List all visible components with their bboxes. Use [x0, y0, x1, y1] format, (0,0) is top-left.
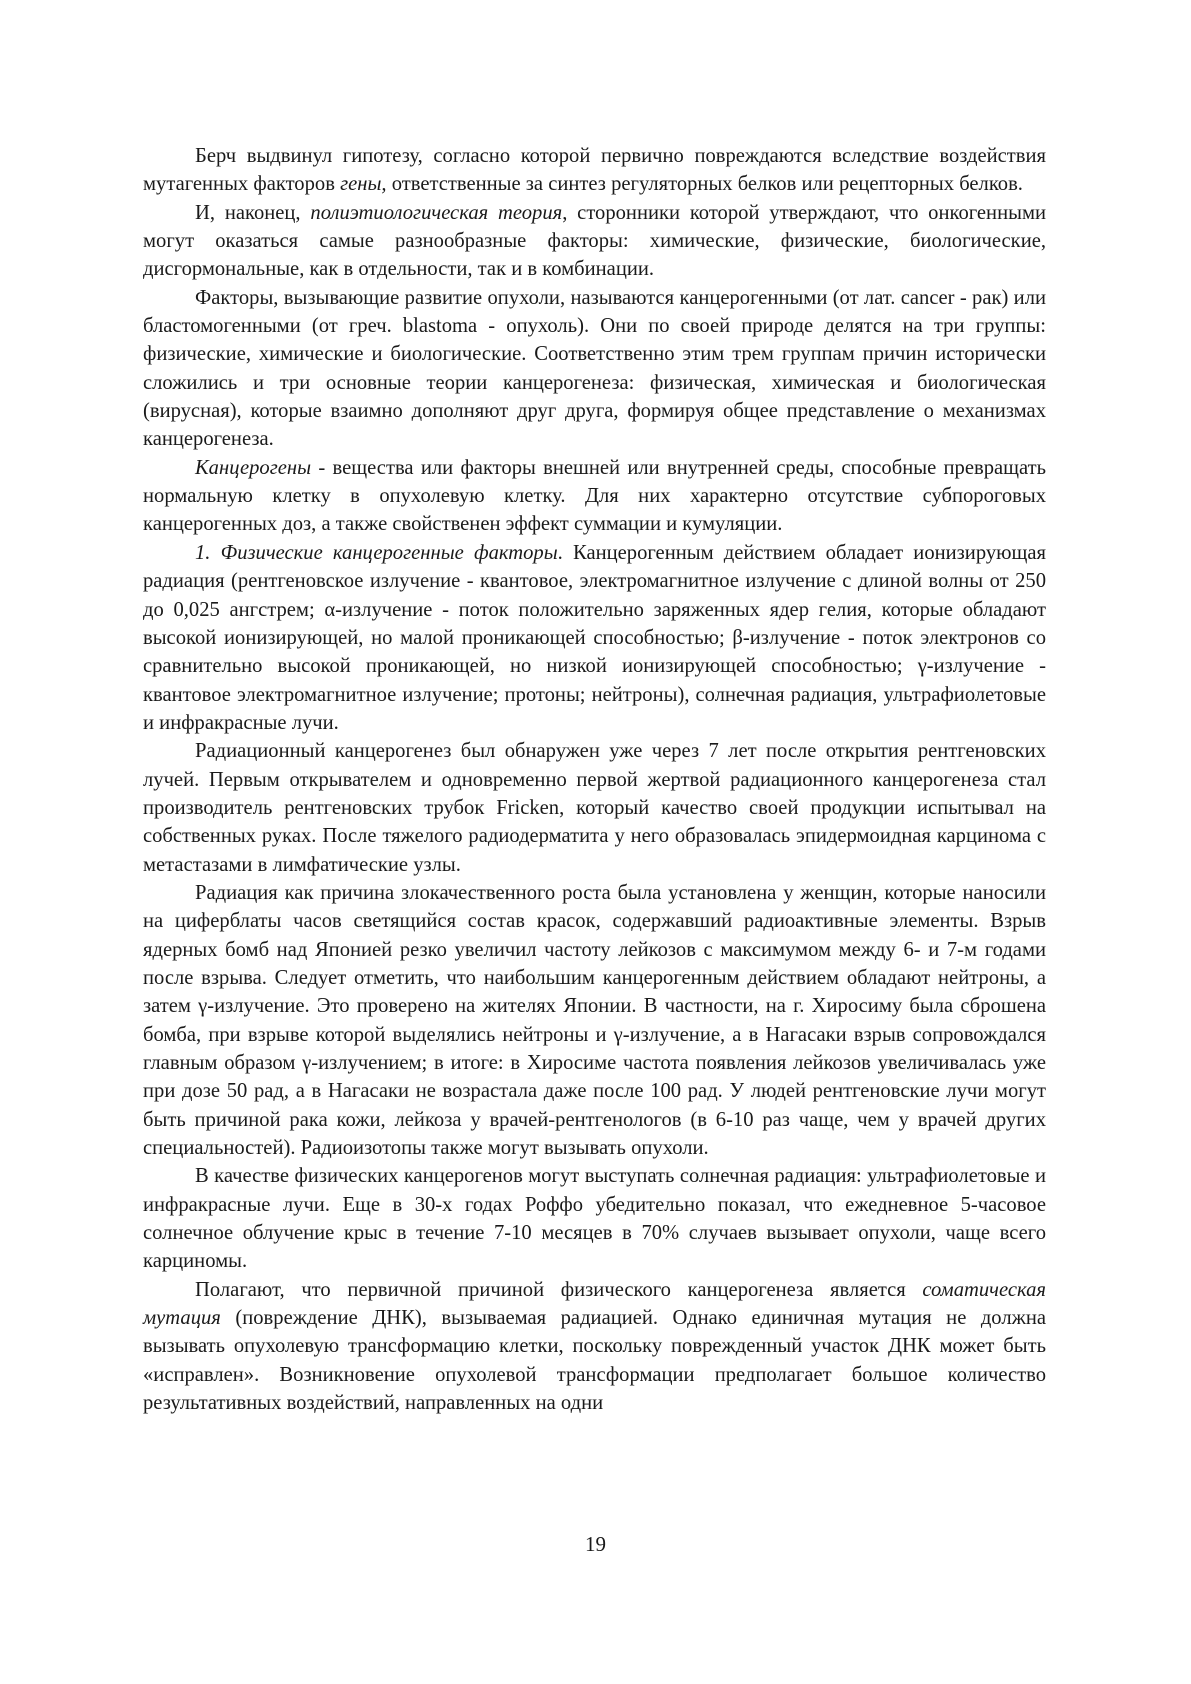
text-run: Полагают, что первичной причиной физического канцерогенеза является	[195, 1278, 923, 1301]
text-run: В качестве физических канцерогенов могут выступать солнечная радиация: ультрафиолетовые и инфракрасные лучи. Еще в 30-х годах Роффо убедительно показал, что ежедневное 5-часовое солнечное облучение крыс в течение 7-10 месяцев в 70% случаев вызывает опухоли, чаще всего карциномы.	[143, 1165, 1046, 1273]
paragraph	[143, 879, 1046, 1162]
paragraph	[143, 284, 1046, 454]
document-body	[143, 142, 1046, 1417]
text-run: (повреждение ДНК), вызываемая радиацией. Однако единичная мутация не должна вызывать опухолевую трансформацию клетки, поскольку поврежденный участок ДНК может быть «исправлен». Возникновение опухолевой трансформации предполагает большое количество результативных воздействий, направленных на одни	[143, 1307, 1046, 1415]
text-run: - вещества или факторы внешней или внутренней среды, способные превращать нормальную клетку в опухолевую клетку. Для них характерно отсутствие субпороговых канцерогенных доз, а также свойственен эффект суммации и кумуляции.	[143, 456, 1046, 536]
text-run: Радиация как причина злокачественного роста была установлена у женщин, которые наносили на циферблаты часов светящийся состав красок, содержавший радиоактивные элементы. Взрыв ядерных бомб над Японией резко увеличил частоту лейкозов с максимумом между 6- и 7-м годами после взрыва. Следует отметить, что наибольшим канцерогенным действием обладают нейтроны, а затем γ-излучение. Это проверено на жителях Японии. В частности, на г. Хиросиму была сброшена бомба, при взрыве которой выделялись нейтроны и γ-излучение, а в Нагасаки взрыв сопровождался главным образом γ-излучением; в итоге: в Хиросиме частота появления лейкозов увеличивалась уже при дозе 50 рад, а в Нагасаки не возрастала даже после 100 рад. У людей рентгеновские лучи могут быть причиной рака кожи, лейкоза у врачей-рентгенологов (в 6-10 раз чаще, чем у врачей других специальностей). Радиоизотопы также могут вызывать опухоли.	[143, 881, 1046, 1160]
paragraph	[143, 737, 1046, 879]
page-number: 19	[585, 1532, 606, 1556]
text-run: Берч выдвинул гипотезу, согласно которой первично повреждаются вследствие воздействия мутагенных факторов	[143, 145, 1046, 196]
paragraph	[143, 539, 1046, 737]
text-run: . Канцерогенным действием обладает ионизирующая радиация (рентгеновское излучение - квантовое, электромагнитное излучение с длиной волны от 250 до 0,025 ангстрем; α-излучение - поток положительно заряженных ядер гелия, которые обладают высокой ионизирующей, но малой проникающей способностью; β-излучение - поток электронов со сравнительно высокой проникающей, но низкой ионизирующей способностью; γ-излучение - квантовое электромагнитное излучение; протоны; нейтроны), солнечная радиация, ультрафиолетовые и инфракрасные лучи.	[143, 541, 1046, 734]
text-run: И, наконец,	[195, 201, 311, 224]
italic-term: Канцерогены	[195, 456, 312, 479]
paragraph	[143, 454, 1046, 539]
italic-term: 1. Физические канцерогенные факторы	[195, 541, 558, 564]
paragraph	[143, 199, 1046, 284]
text-run: , сторонники которой утверждают, что онкогенными могут оказаться самые разнообразные факторы: химические, физические, биологические, дисгормональные, как в отдельности, так и в комбинации.	[143, 201, 1046, 281]
italic-term: полиэтиологическая теория	[310, 201, 563, 224]
text-run: Факторы, вызывающие развитие опухоли, называются канцерогенными (от лат. cancer - рак) или бластомогенными (от греч. blastoma - опухоль). Они по своей природе делятся на три группы: физические, химические и биологические. Соответственно этим трем группам причин исторически сложились и три основные теории канцерогенеза: физическая, химическая и биологическая (вирусная), которые взаимно дополняют друг друга, формируя общее представление о механизмах канцерогенеза.	[143, 286, 1046, 451]
text-run: ответственные за синтез регуляторных белков или рецепторных белков.	[386, 173, 1023, 196]
paragraph	[143, 1276, 1046, 1418]
italic-term: соматическая мутация	[143, 1278, 1046, 1330]
italic-term: гены,	[340, 173, 387, 196]
text-run: Радиационный канцерогенез был обнаружен уже через 7 лет после открытия рентгеновских лучей. Первым открывателем и одновременно первой жертвой радиационного канцерогенеза стал производитель рентгеновских трубок Fricken, который качество своей продукции испытывал на собственных руках. После тяжелого радиодерматита у него образовалась эпидермоидная карцинома с метастазами в лимфатические узлы.	[143, 740, 1046, 876]
paragraph	[143, 1162, 1046, 1275]
paragraph	[143, 142, 1046, 199]
